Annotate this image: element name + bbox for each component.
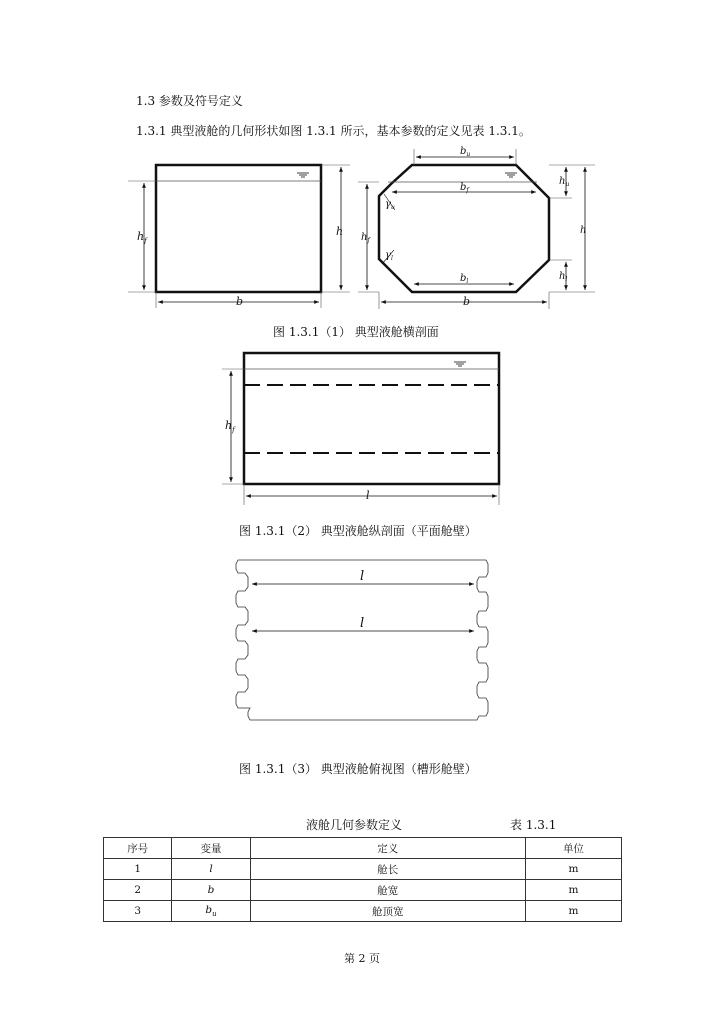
header-definition: 定义	[250, 838, 525, 859]
table-number: 表 1.3.1	[510, 818, 557, 832]
cell-unit: m	[525, 859, 621, 880]
label-bf: $b_f$	[460, 182, 469, 194]
label-gamma-u: $\gamma_u$	[385, 199, 395, 211]
header-no: 序号	[104, 838, 172, 859]
label-l-top: l	[360, 569, 365, 584]
cell-unit: m	[525, 901, 621, 922]
label-hl: $h_l$	[559, 271, 568, 283]
header-variable: 变量	[172, 838, 250, 859]
label-hf: $h_f$	[225, 419, 235, 434]
octagonal-tank	[358, 146, 595, 309]
liquid-level-icon	[454, 362, 466, 366]
cell-unit: m	[525, 880, 621, 901]
figure3-caption: 图 1.3.1（3） 典型液舱俯视图（槽形舱壁）	[239, 762, 477, 776]
header-unit: 单位	[525, 838, 621, 859]
figure-longitudinal-section	[200, 345, 520, 510]
label-hf-left: $h_f$	[137, 230, 147, 245]
label-bu: $b_u$	[460, 146, 471, 158]
cell-definition: 舱顶宽	[250, 901, 525, 922]
cell-definition: 舱长	[250, 859, 525, 880]
page-number: 第 2 页	[344, 952, 380, 965]
figure2-caption: 图 1.3.1（2） 典型液舱纵剖面（平面舱壁）	[239, 524, 477, 538]
cell-definition: 舱宽	[250, 880, 525, 901]
label-l-bottom: l	[360, 616, 365, 631]
figure-plan-view	[220, 555, 510, 730]
liquid-level-icon	[505, 173, 517, 177]
cell-no: 3	[104, 901, 172, 922]
figure1-caption: 图 1.3.1（1） 典型液舱横剖面	[273, 325, 439, 339]
table-title: 液舱几何参数定义	[306, 818, 403, 832]
label-b-right: b	[463, 295, 471, 308]
label-l: l	[366, 489, 370, 502]
figure-cross-section	[0, 0, 724, 330]
cell-variable: $b_u$	[172, 901, 250, 922]
table-row	[104, 859, 622, 880]
cell-variable: b	[172, 880, 250, 901]
rectangular-tank	[128, 165, 350, 308]
table-header-row	[104, 838, 622, 859]
section-paragraph: 1.3.1 典型液舱的几何形状如图 1.3.1 所示，基本参数的定义见表 1.3.1。	[136, 124, 531, 138]
table-row	[104, 901, 622, 922]
label-b-left: b	[236, 295, 244, 308]
label-h-left: h	[336, 225, 344, 238]
label-gamma-l: $\gamma_l$	[385, 250, 393, 262]
section-title: 1.3 参数及符号定义	[136, 94, 243, 108]
table-row	[104, 880, 622, 901]
cell-no: 1	[104, 859, 172, 880]
label-hf-right: $h_f$	[361, 232, 370, 244]
cell-no: 2	[104, 880, 172, 901]
liquid-level-icon	[297, 173, 309, 177]
parameter-table	[103, 837, 622, 922]
cell-variable: l	[172, 859, 250, 880]
label-hu: $h_u$	[559, 176, 570, 188]
label-bl: $b_l$	[460, 273, 469, 285]
label-h-right: h	[580, 225, 587, 236]
